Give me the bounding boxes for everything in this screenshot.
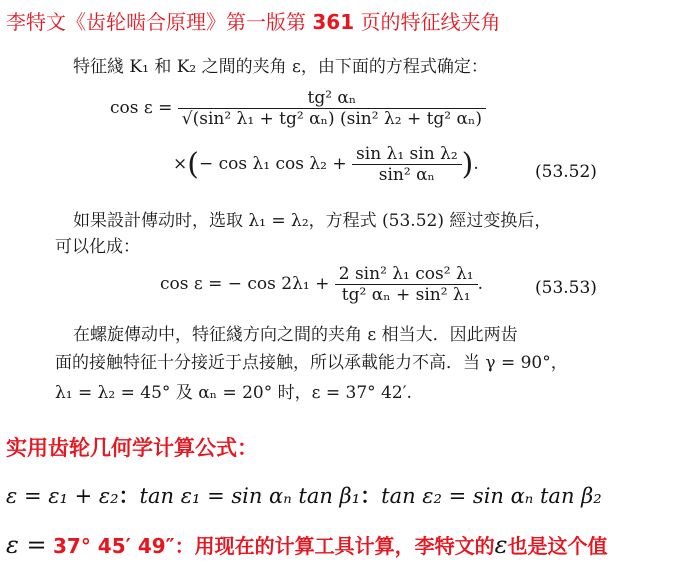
scanned-excerpt: [55, 44, 635, 419]
title-page-number: 361: [312, 10, 355, 34]
result-text-1: ：用现在的计算工具计算，李特文的: [174, 534, 495, 558]
paragraph-3-line-3: λ₁ = λ₂ = 45° 及 αₙ = 20° 时，ε = 37° 42′.: [55, 383, 412, 403]
formula-tan-eps1: tan ε₁ = sin αₙ tan β₁: [139, 484, 361, 508]
eq1-numerator: tg² αₙ: [178, 88, 486, 109]
eq2-denominator: tg² αₙ + sin² λ₁: [341, 285, 471, 305]
result-epsilon-inline: ε: [494, 531, 508, 559]
formula-line-1: [6, 480, 602, 510]
result-epsilon: ε =: [6, 531, 47, 559]
paragraph-2-line-1: 如果設計傳动时，选取 λ₁ = λ₂，方程式 (53.52) 經过变换后，: [73, 211, 552, 231]
formula-line-2: [6, 530, 608, 559]
eq1-line2-terms: − cos λ₁ cos λ₂ +: [198, 154, 347, 174]
formula-separator-2: ：: [360, 484, 382, 508]
equation-number-53-53: (53.53): [535, 278, 597, 298]
paragraph-3-line-1: 在螺旋傳动中，特征綫方向之間的夹角 ε 相当大．因此两齿: [73, 325, 518, 345]
equation-53-52-line2: ×(− cos λ₁ cos λ₂ + $\frac{\text{sin λ₁ sin λ₂}}{\text{sin² αₙ}}$ ).: [173, 144, 479, 185]
formula-section-title: 实用齿轮几何学计算公式：: [6, 436, 258, 460]
eq1-lhs: cos ε =: [110, 98, 173, 118]
equation-53-52-line1: [110, 88, 486, 129]
eq2-numerator: 2 sin² λ₁ cos² λ₁: [335, 264, 478, 285]
eq2-fraction: [335, 264, 478, 305]
eq1-times: ×: [173, 154, 188, 174]
eq2-lhs: cos ε = − cos 2λ₁ +: [160, 274, 330, 294]
eq1-line2-numerator: sin λ₁ sin λ₂: [352, 144, 462, 165]
title-part-1: 李特文《齿轮啮合原理》第一版第: [6, 10, 313, 34]
paragraph-3-line-2: 面的接触特征十分接近于点接触，所以承載能力不高．当 γ = 90°，: [55, 353, 568, 373]
formula-tan-eps2: tan ε₂ = sin αₙ tan β₂: [381, 484, 602, 508]
equation-number-53-52: (53.52): [535, 162, 597, 182]
eq1-line2-denominator: sin² αₙ: [378, 165, 435, 185]
result-value: 37° 45′ 49″: [52, 534, 175, 558]
formula-separator-1: ：: [118, 484, 140, 508]
formula-eps-sum: ε = ε₁ + ε₂: [6, 484, 119, 508]
intro-text: 特征綫 K₁ 和 K₂ 之間的夹角 ε，由下面的方程式确定：: [73, 57, 488, 77]
eq1-denominator: √(sin² λ₁ + tg² αₙ) (sin² λ₂ + tg² αₙ): [181, 109, 482, 129]
result-text-2: 也是这个值: [507, 534, 608, 558]
paragraph-2-line-2: 可以化成：: [55, 237, 140, 257]
equation-53-53: cos ε = − cos 2λ₁ + $\frac{\text{2 sin² λ₁ cos² λ₁}}{\text{tg² αₙ + sin² λ₁}}$ .: [160, 264, 483, 305]
page-title: [6, 6, 500, 35]
eq1-line2-fraction: [352, 144, 462, 185]
title-part-2: 页的特征线夹角: [354, 10, 501, 34]
eq1-fraction: [178, 88, 486, 129]
